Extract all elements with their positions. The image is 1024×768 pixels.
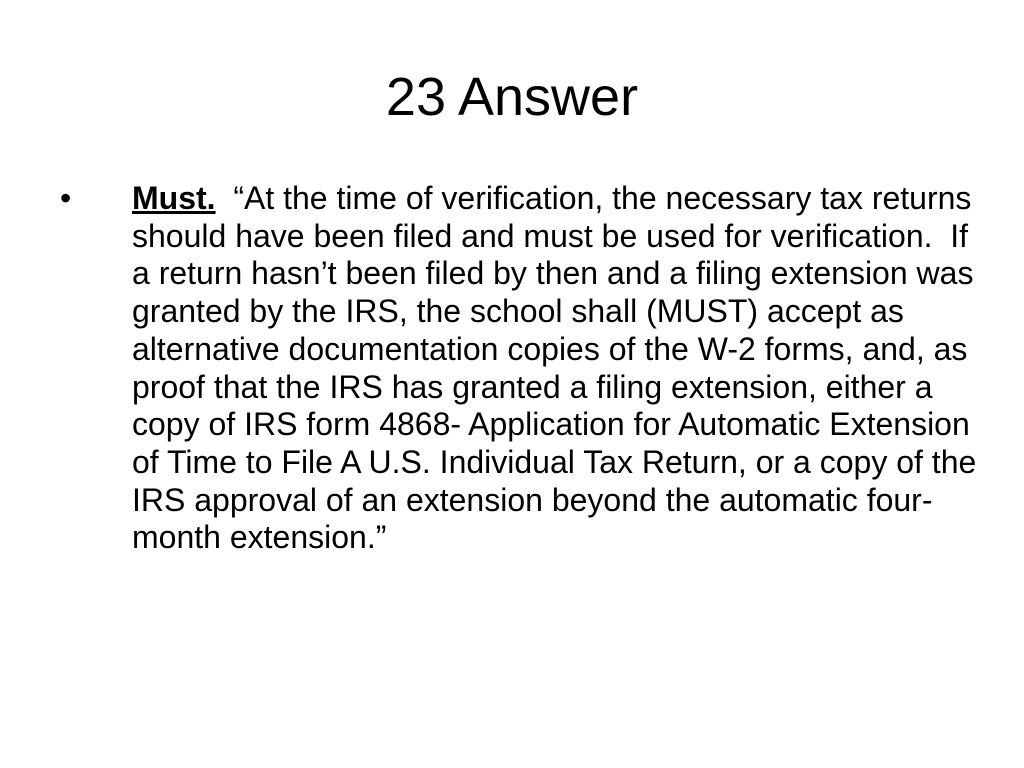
- bullet-item: [60, 180, 986, 557]
- bullet-marker: •: [60, 180, 72, 216]
- bullet-lead: Must.: [132, 180, 216, 216]
- slide-title: 23 Answer: [385, 67, 639, 127]
- bullet-text: “At the time of verification, the necessary tax returns should have been filed and must be used for verification. If a return hasn’t been filed by then and a filing extension was granted by the IRS, the school shall (MUST) accept as alternative documentation copies of the W-2 forms, and, as proof that the IRS has granted a filing extension, either a copy of IRS form 4868- Application for Automatic Extension of Time to File A U.S. Individual Tax Return, or a copy of the IRS approval of an extension beyond the automatic four-month extension.”: [132, 180, 986, 556]
- bullet-list: [60, 180, 986, 557]
